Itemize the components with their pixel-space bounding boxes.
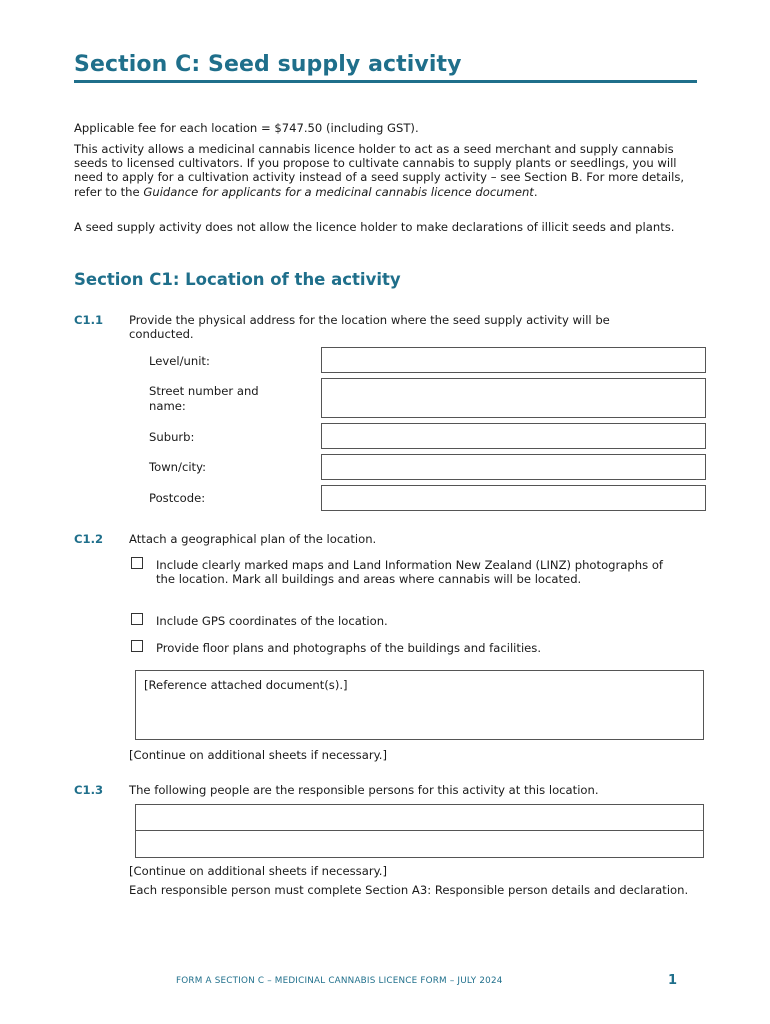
question-number-c1-3: C1.3 xyxy=(74,783,104,797)
responsible-person-row-2[interactable] xyxy=(136,831,703,857)
postcode-field[interactable] xyxy=(321,485,706,511)
maps-checkbox[interactable] xyxy=(131,557,143,569)
question-c1-1: Provide the physical address for the location where the seed supply activity will be conducted. xyxy=(129,313,610,342)
street-label: Street number and name: xyxy=(149,384,259,413)
suburb-field[interactable] xyxy=(321,423,706,449)
floor-plans-checkbox-label: Provide floor plans and photographs of the buildings and facilities. xyxy=(156,641,542,655)
declaration-note: A seed supply activity does not allow the licence holder to make declarations of illicit seeds and plants. xyxy=(74,220,675,234)
question-c1-2: Attach a geographical plan of the location. xyxy=(129,532,377,546)
question-number-c1-1: C1.1 xyxy=(74,313,104,327)
maps-checkbox-label: Include clearly marked maps and Land Information New Zealand (LINZ) photographs of the location. Mark all buildings and areas where cannabis will be located. xyxy=(156,558,664,587)
section-title: Section C: Seed supply activity xyxy=(74,52,462,77)
level-unit-label: Level/unit: xyxy=(149,354,210,368)
gps-checkbox[interactable] xyxy=(131,613,143,625)
town-city-field[interactable] xyxy=(321,454,706,480)
description-text xyxy=(74,142,702,199)
responsible-person-note: Each responsible person must complete Section A3: Responsible person details and declaration. xyxy=(129,883,689,897)
gps-checkbox-label: Include GPS coordinates of the location. xyxy=(156,614,388,628)
title-underline xyxy=(74,80,697,83)
fee-text: Applicable fee for each location = $747.50 (including GST). xyxy=(74,121,419,135)
footer-text: FORM A SECTION C – MEDICINAL CANNABIS LICENCE FORM – JULY 2024 xyxy=(176,976,503,986)
responsible-persons-table xyxy=(135,804,704,858)
level-unit-field[interactable] xyxy=(321,347,706,373)
description-main: This activity allows a medicinal cannabis licence holder to act as a seed merchant and supply cannabis seeds to licensed cultivators. If you propose to cultivate cannabis to supply plants or seedlings, you will need to apply for a cultivation activity instead of a seed supply activity – see Section B. For more details, refer to the xyxy=(74,142,685,199)
continue-note-c1-2: [Continue on additional sheets if necessary.] xyxy=(129,748,387,762)
guidance-document-title: Guidance for applicants for a medicinal cannabis licence document xyxy=(143,184,534,199)
reference-documents-field[interactable]: [Reference attached document(s).] xyxy=(135,670,704,740)
town-city-label: Town/city: xyxy=(149,460,207,474)
suburb-label: Suburb: xyxy=(149,430,195,444)
question-number-c1-2: C1.2 xyxy=(74,532,104,546)
page-number: 1 xyxy=(668,973,678,988)
subsection-title: Section C1: Location of the activity xyxy=(74,270,401,289)
floor-plans-checkbox[interactable] xyxy=(131,640,143,652)
description-end: . xyxy=(533,184,538,199)
postcode-label: Postcode: xyxy=(149,491,206,505)
question-c1-3: The following people are the responsible persons for this activity at this location. xyxy=(129,783,599,797)
street-field[interactable] xyxy=(321,378,706,418)
continue-note-c1-3: [Continue on additional sheets if necessary.] xyxy=(129,864,387,878)
responsible-person-row-1[interactable] xyxy=(136,805,703,831)
